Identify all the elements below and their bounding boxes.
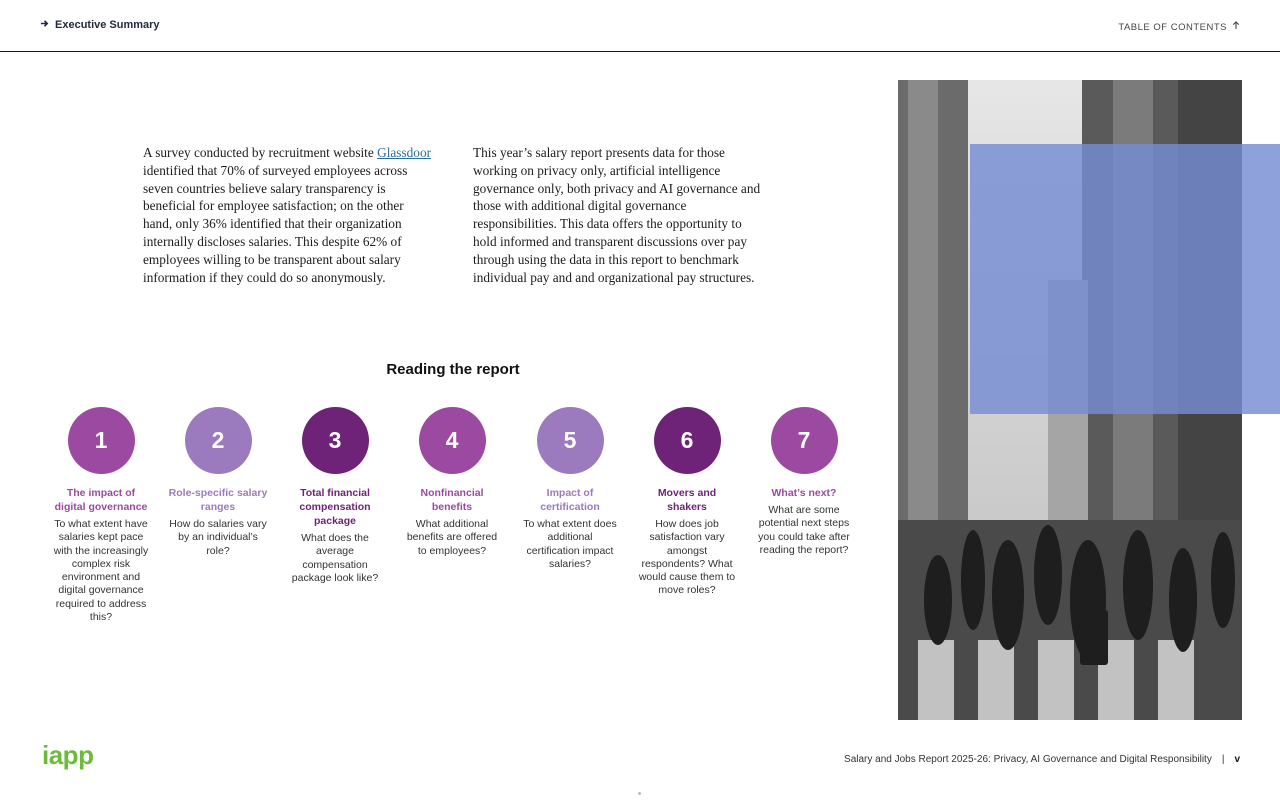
step-number-circle: 1 (68, 407, 135, 474)
section-link[interactable] (40, 19, 160, 31)
step-description: How do salaries vary by an individual’s role? (169, 518, 267, 557)
section-label: Executive Summary (55, 19, 160, 31)
step-title: Movers and shakers (657, 487, 717, 513)
step-description: What does the average compensation package look like? (291, 532, 379, 584)
step-title: Impact of certification (540, 487, 600, 513)
step-description: How does job satisfaction vary amongst respondents? What would cause them to move roles? (638, 518, 736, 597)
reading-step[interactable] (520, 407, 620, 571)
step-description: To what extent does additional certification impact salaries? (523, 518, 617, 570)
separator: | (1221, 754, 1225, 765)
reading-step[interactable] (402, 407, 502, 558)
step-title: Total financial compensation package (299, 487, 371, 527)
step-number-circle: 3 (302, 407, 369, 474)
arrow-right-icon (40, 19, 49, 31)
reading-step[interactable] (51, 407, 151, 624)
arrow-up-icon (1232, 21, 1240, 33)
step-title: Role-specific salary ranges (168, 487, 268, 513)
table-of-contents-link[interactable] (1118, 21, 1240, 33)
step-number-circle: 7 (771, 407, 838, 474)
report-title: Salary and Jobs Report 2025-26: Privacy, AI Governance and Digital Responsibility (844, 754, 1212, 765)
paragraph-left: A survey conducted by recruitment website Glassdoor identified that 70% of surveyed employees across seven countries believe salary transparency is beneficial for employee satisfaction; on the other hand, only 36% identified that their organization internally discloses salaries. This despite 62% of employees willing to be transparent about salary information if they could do so anonymously. (143, 145, 432, 285)
reading-step[interactable] (754, 407, 854, 557)
step-number-circle: 5 (537, 407, 604, 474)
glassdoor-link[interactable]: Glassdoor (377, 145, 432, 160)
top-bar (0, 0, 1280, 52)
page-dot (638, 792, 641, 795)
step-title: The impact of digital governance (54, 487, 148, 513)
page-number: v (1234, 754, 1240, 765)
toc-label: TABLE OF CONTENTS (1118, 21, 1227, 33)
reading-step[interactable] (285, 407, 385, 585)
step-number-circle: 6 (654, 407, 721, 474)
step-description: To what extent have salaries kept pace with the increasingly complex risk environment and digital governance required to address this? (53, 518, 149, 624)
iapp-logo: iapp (42, 740, 94, 770)
paragraph-right: This year’s salary report presents data for those working on privacy only, artificial intelligence governance only, both privacy and AI governance and those with additional digital governance responsibilities. This data offers the opportunity to hold informed and transparent discussions over pay through using the data in this report to benchmark individual pay and and organizational pay structures. (473, 145, 761, 285)
step-description: What are some potential next steps you could take after reading the report? (758, 504, 850, 556)
step-description: What additional benefits are offered to employees? (406, 518, 498, 557)
footer (844, 754, 1240, 765)
blue-overlay (970, 144, 1280, 414)
step-title: Nonfinancial benefits (420, 487, 484, 513)
step-number-circle: 4 (419, 407, 486, 474)
step-number-circle: 2 (185, 407, 252, 474)
reading-step[interactable] (168, 407, 268, 558)
reading-title: Reading the report (386, 361, 520, 378)
reading-step[interactable] (637, 407, 737, 598)
step-title: What’s next? (771, 487, 837, 499)
